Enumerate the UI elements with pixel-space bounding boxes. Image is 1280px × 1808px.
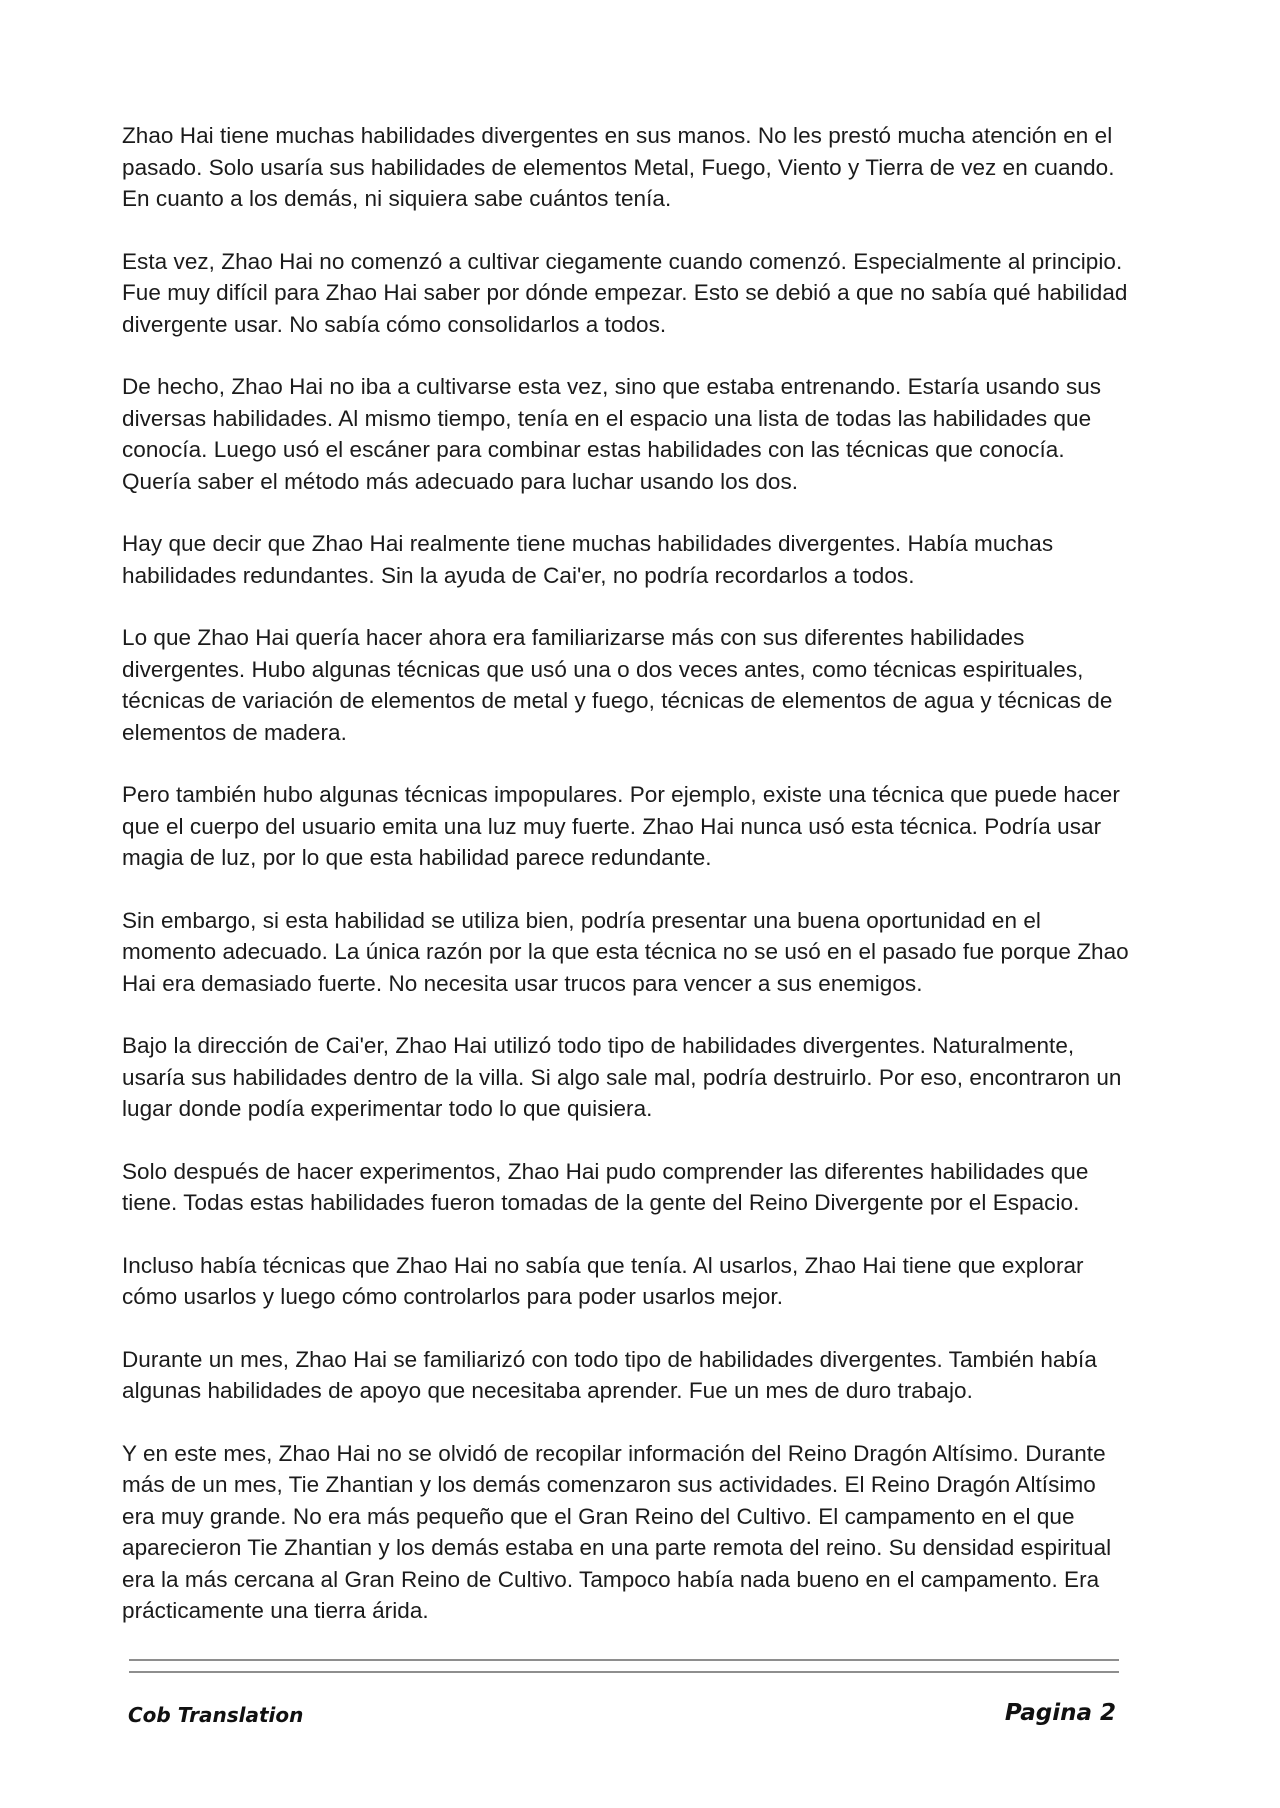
footer-translator-credit: Cob Translation [128,1703,304,1727]
paragraph: De hecho, Zhao Hai no iba a cultivarse esta vez, sino que estaba entrenando. Estaría usando sus diversas habilidades. Al mismo tiempo, tenía en el espacio una lista de todas las habilidades que conocía. Luego usó el escáner para combinar estas habilidades con las técnicas que conocía. Quería saber el método más adecuado para luchar usando los dos. [122,374,1102,494]
paragraph: Solo después de hacer experimentos, Zhao Hai pudo comprender las diferentes habilidades que tiene. Todas estas habilidades fueron tomadas de la gente del Reino Divergente por el Espacio. [122,1158,1089,1215]
paragraph: Durante un mes, Zhao Hai se familiarizó con todo tipo de habilidades divergentes. También había algunas habilidades de apoyo que necesitaba aprender. Fue un mes de duro trabajo. [122,1346,1097,1403]
paragraph: Zhao Hai tiene muchas habilidades divergentes en sus manos. No les prestó mucha atención en el pasado. Solo usaría sus habilidades de elementos Metal, Fuego, Viento y Tierra de vez en cuando. En cuanto a los demás, ni siquiera sabe cuántos tenía. [122,123,1115,211]
paragraph: Pero también hubo algunas técnicas impopulares. Por ejemplo, existe una técnica que puede hacer que el cuerpo del usuario emita una luz muy fuerte. Zhao Hai nunca usó esta técnica. Podría usar magia de luz, por lo que esta habilidad parece redundante. [122,782,1120,870]
footer-divider-bottom [129,1671,1119,1673]
paragraph: Esta vez, Zhao Hai no comenzó a cultivar ciegamente cuando comenzó. Especialmente al principio. Fue muy difícil para Zhao Hai saber por dónde empezar. Esto se debió a que no sabía qué habilidad divergente usar. No sabía cómo consolidarlos a todos. [122,248,1128,337]
paragraph: Lo que Zhao Hai quería hacer ahora era familiarizarse más con sus diferentes habilidades divergentes. Hubo algunas técnicas que usó una o dos veces antes, como técnicas espirituales, técnicas de variación de elementos de metal y fuego, técnicas de elementos de agua y técnicas de elementos de madera. [122,625,1113,745]
footer-page-number: Pagina 2 [1004,1700,1116,1726]
paragraph: Incluso había técnicas que Zhao Hai no sabía que tenía. Al usarlos, Zhao Hai tiene que explorar cómo usarlos y luego cómo controlarlos para poder usarlos mejor. [122,1252,1084,1309]
paragraph: Y en este mes, Zhao Hai no se olvidó de recopilar información del Reino Dragón Altísimo. Durante más de un mes, Tie Zhantian y los demás comenzaron sus actividades. El Reino Dragón Altísimo era muy grande. No era más pequeño que el Gran Reino del Cultivo. El campamento en el que aparecieron Tie Zhantian y los demás estaba en una parte remota del reino. Su densidad espiritual era la más cercana al Gran Reino de Cultivo. Tampoco había nada bueno en el campamento. Era prácticamente una tierra árida. [122,1440,1112,1623]
paragraph: Hay que decir que Zhao Hai realmente tiene muchas habilidades divergentes. Había muchas habilidades redundantes. Sin la ayuda de Cai'er, no podría recordarlos a todos. [122,531,1054,588]
body-text [122,120,1132,1658]
paragraph: Bajo la dirección de Cai'er, Zhao Hai utilizó todo tipo de habilidades divergentes. Naturalmente, usaría sus habilidades dentro de la villa. Si algo sale mal, podría destruirlo. Por eso, encontraron un lugar donde podía experimentar todo lo que quisiera. [122,1033,1122,1121]
footer-divider-top [129,1659,1119,1661]
paragraph: Sin embargo, si esta habilidad se utiliza bien, podría presentar una buena oportunidad en el momento adecuado. La única razón por la que esta técnica no se usó en el pasado fue porque Zhao Hai era demasiado fuerte. No necesita usar trucos para vencer a sus enemigos. [122,907,1129,996]
